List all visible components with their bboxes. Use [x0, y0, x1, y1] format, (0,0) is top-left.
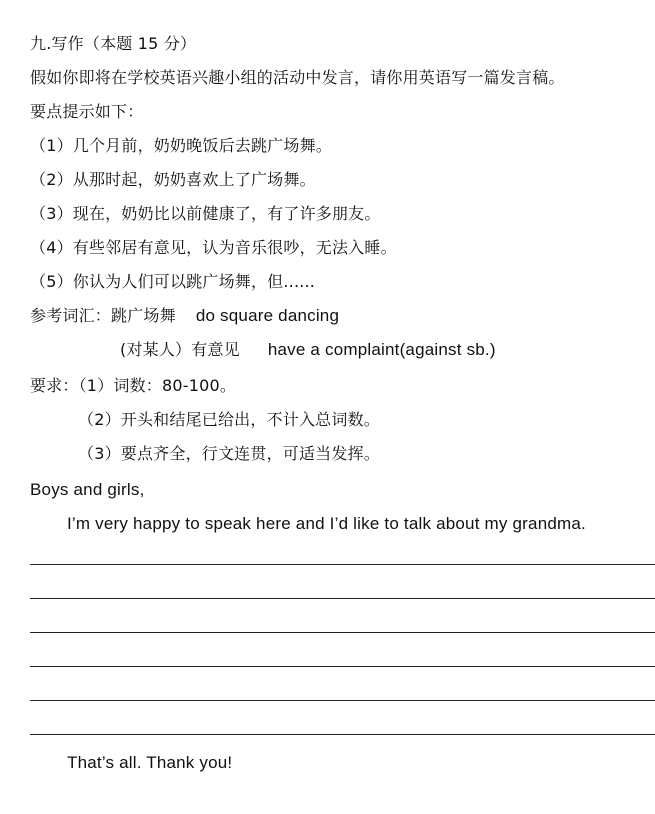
point-item-5: （5）你认为人们可以跳广场舞，但...... — [30, 272, 316, 291]
requirement-item-1: （1）词数：80-100。 — [78, 376, 237, 395]
answer-line-5[interactable] — [30, 700, 655, 701]
requirement-item-2: （2）开头和结尾已给出，不计入总词数。 — [78, 410, 380, 429]
vocab-row-1 — [30, 306, 339, 326]
task-prompt: 假如你即将在学校英语兴趣小组的活动中发言，请你用英语写一篇发言稿。 — [30, 68, 565, 87]
point-item-3: （3）现在，奶奶比以前健康了，有了许多朋友。 — [30, 204, 381, 223]
vocab-en-2: have a complaint(against sb.) — [267, 340, 496, 359]
requirement-item-3: （3）要点齐全，行文连贯，可适当发挥。 — [78, 444, 380, 463]
answer-line-2[interactable] — [30, 598, 655, 599]
answer-line-1[interactable] — [30, 564, 655, 565]
section-heading: 九.写作（本题 15 分） — [30, 34, 197, 53]
answer-line-4[interactable] — [30, 666, 655, 667]
essay-opening: I’m very happy to speak here and I’d like to talk about my grandma. — [67, 514, 586, 533]
requirements-label: 要求： — [30, 376, 79, 395]
vocab-row-2 — [120, 340, 496, 360]
vocab-en-1: do square dancing — [195, 306, 340, 325]
point-item-4: （4）有些邻居有意见，认为音乐很吵，无法入睡。 — [30, 238, 397, 257]
vocab-cn-2: (对某人）有意见 — [120, 340, 240, 359]
vocab-cn-1: 跳广场舞 — [111, 306, 176, 325]
vocab-label: 参考词汇： — [30, 306, 112, 325]
point-item-1: （1）几个月前，奶奶晚饭后去跳广场舞。 — [30, 136, 332, 155]
point-item-2: （2）从那时起，奶奶喜欢上了广场舞。 — [30, 170, 316, 189]
answer-line-3[interactable] — [30, 632, 655, 633]
points-title: 要点提示如下： — [30, 102, 144, 121]
answer-line-6[interactable] — [30, 734, 655, 735]
requirement-row-1 — [30, 376, 236, 396]
essay-closing: That’s all. Thank you! — [67, 753, 233, 772]
essay-greeting: Boys and girls, — [30, 480, 145, 499]
